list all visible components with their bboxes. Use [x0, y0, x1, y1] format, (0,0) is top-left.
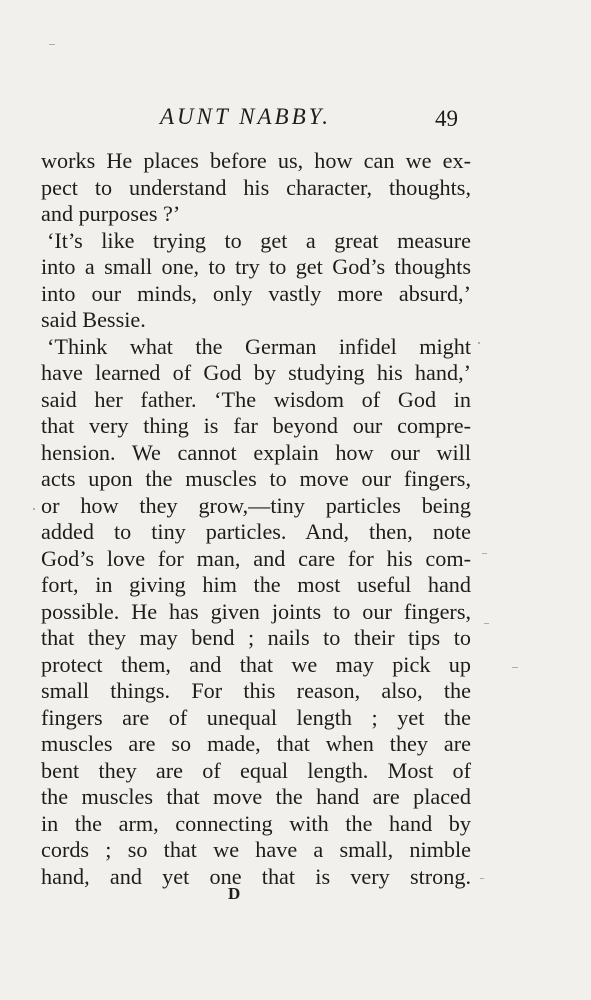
text-line: fort, in giving him the most useful hand [41, 572, 471, 597]
text-line: possible. He has given joints to our fingers, [41, 598, 471, 624]
running-title: AUNT NABBY. [160, 104, 332, 129]
text-line: the muscles that move the hand are placed [41, 784, 471, 809]
scan-speck [484, 623, 489, 624]
text-line: hand, and yet one that is very strong. [41, 863, 471, 889]
text-line: muscles are so made, that when they are [41, 731, 471, 756]
text-line: acts upon the muscles to move our fingers, [41, 466, 471, 491]
scan-speck [512, 667, 518, 668]
text-line: and purposes ?’ [41, 201, 181, 226]
scan-speck [480, 878, 484, 879]
text-line: fingers are of unequal length ; yet the [41, 704, 471, 730]
text-line: added to tiny particles. And, then, note [41, 519, 471, 544]
text-line: in the arm, connecting with the hand by [41, 810, 471, 836]
page-number: 49 [435, 106, 458, 131]
text-line: protect them, and that we may pick up [41, 651, 471, 677]
body-text [41, 148, 471, 890]
text-line: cords ; so that we have a small, nimble [41, 837, 471, 862]
text-line: said Bessie. [41, 307, 146, 332]
text-line: that they may bend ; nails to their tips to [41, 625, 471, 650]
running-head [0, 104, 591, 134]
text-line: works He places before us, how can we ex- [41, 148, 471, 173]
text-line: that very thing is far beyond our compre- [41, 413, 471, 438]
text-line: said her father. ‘The wisdom of God in [41, 386, 471, 412]
text-line: pect to understand his character, thoughts, [41, 174, 471, 200]
text-line: ‘It’s like trying to get a great measure [47, 227, 471, 253]
text-line: into our minds, only vastly more absurd,’ [41, 280, 471, 306]
text-line: ‘Think what the German infidel might [47, 333, 471, 359]
text-line: into a small one, to try to get God’s thoughts [41, 254, 471, 279]
text-line: bent they are of equal length. Most of [41, 757, 471, 783]
text-line: or how they grow,—tiny particles being [41, 492, 471, 518]
scan-speck [49, 44, 55, 45]
scan-speck [478, 342, 480, 344]
signature-mark: D [228, 884, 242, 903]
text-line: God’s love for man, and care for his com- [41, 545, 471, 571]
scan-speck [33, 508, 35, 510]
text-line: small things. For this reason, also, the [41, 678, 471, 703]
scan-speck [482, 553, 487, 554]
text-line: hension. We cannot explain how our will [41, 439, 471, 465]
text-line: have learned of God by studying his hand,’ [41, 360, 471, 385]
